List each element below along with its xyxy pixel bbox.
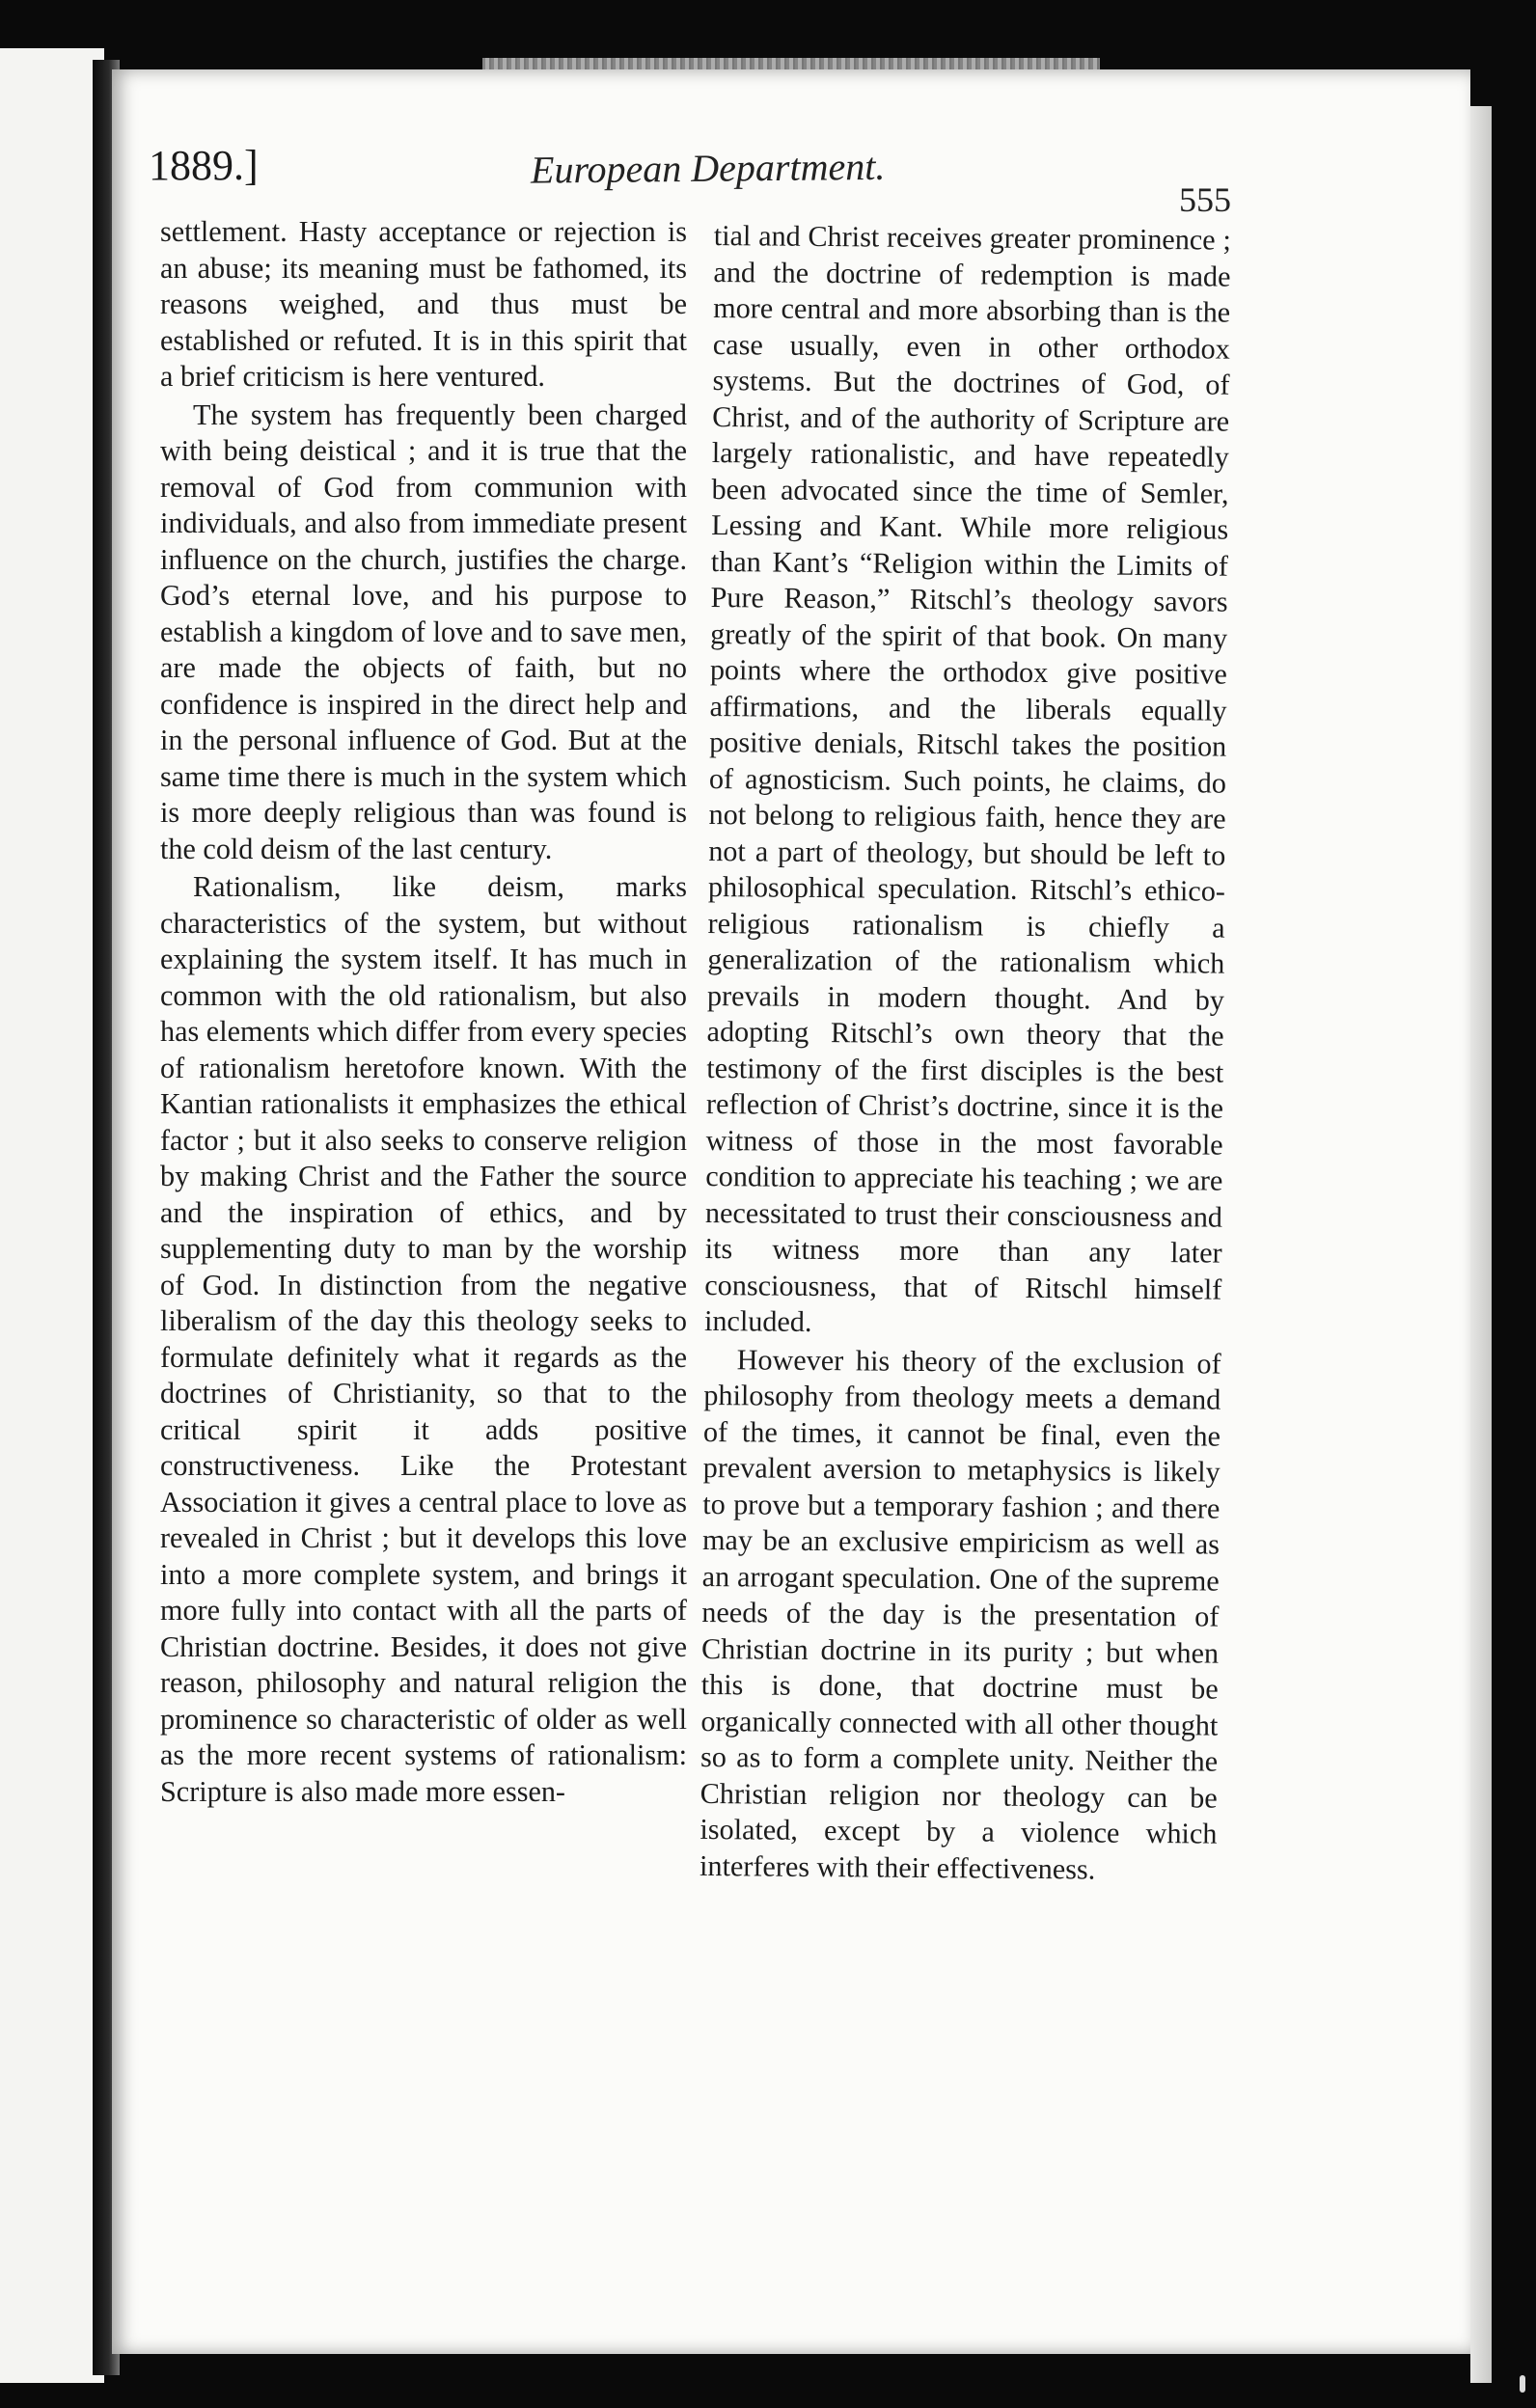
text-column-left xyxy=(160,214,687,1810)
running-head-year: 1889.] xyxy=(149,142,259,189)
scan-artifact xyxy=(1520,2375,1525,2393)
paragraph: settlement. Hasty acceptance or rejection is an abuse; its meaning must be fathomed, its reasons weighed, and thus must be established or refuted. It is in this spirit that a brief criticism is here ventured. xyxy=(160,215,687,393)
paragraph: However his theory of the exclusion of philosophy from theology meets a demand of the times, it cannot be final, even the prevalent aversion to metaphysics is likely to prove but a temporary fashion ; and there may be an exclusive empiricism as well as an arrogant speculation. One of the supreme needs of the day is the presentation of Christian doctrine in its purity ; but when this is done, that doctrine must be organically connected with all other thought so as to form a complete unity. Neither the Christian religion nor theology can be isolated, except by a violence which interferes with their effectiveness. xyxy=(699,1342,1221,1886)
page-number: 555 xyxy=(1179,180,1231,219)
facing-page-edge xyxy=(0,48,104,2383)
page-right-edge xyxy=(1470,106,1492,2383)
text-column-right xyxy=(699,218,1231,1889)
paragraph: Rationalism, like deism, marks characteristics of the system, but without explaining the system itself. It has much in common with the old rationalism, but also has elements which differ from every species of rationalism heretofore known. With the Kantian rationalists it emphasizes the ethical factor ; but it also seeks to conserve religion by making Christ and the Father the source and the inspiration of ethics, and by supplementing duty to man by the worship of God. In distinction from the negative liberalism of the day this theology seeks to formulate definitely what it regards as the doctrines of Christianity, so that to the critical spirit it adds positive constructiveness. Like the Protestant Association it gives a central place to love as revealed in Christ ; but it develops this love into a more complete system, and brings it more fully into contact with all the parts of Christian doctrine. Besides, it does not give reason, philosophy and natural religion the prominence so characteristic of older as well as the more recent systems of rationalism: Scripture is also made more essen- xyxy=(160,870,687,1808)
running-head-title: European Department. xyxy=(530,144,886,192)
paragraph: The system has frequently been charged with being deistical ; and it is true that the removal of God from communion with individuals, and also from immediate present influence on the church, justifies the charge. God’s eternal love, and his purpose to establish a kingdom of love and to save men, are made the objects of faith, but no confidence is inspired in the direct help and in the personal influence of God. But at the same time there is much in the system which is more deeply religious than was found is the cold deism of the last century. xyxy=(160,397,687,865)
paragraph: tial and Christ receives greater prominence ; and the doctrine of redemption is made more central and more absorbing than is the case usually, even in other orthodox systems. But the doctrines of God, of Christ, and of the authority of Scripture are largely rationalistic, and have repeatedly been advocated since the time of Semler, Lessing and Kant. While more religious than Kant’s “Religion within the Limits of Pure Reason,” Ritschl’s theology savors greatly of the spirit of that book. On many points where the orthodox give positive affirmations, and the liberals equally positive denials, Ritschl takes the position of agnosticism. Such points, he claims, do not belong to religious faith, hence they are not a part of theology, but should be left to philosophical speculation. Ritschl’s ethico-religious rationalism is chiefly a generalization of the rationalism which prevails in modern thought. And by adopting Ritschl’s own theory that the testimony of the first disciples is the best reflection of Christ’s doctrine, since it is the witness of those in the most favorable condition to appreciate his teaching ; we are necessitated to trust their consciousness and its witness more than any later consciousness, that of Ritschl himself included. xyxy=(703,218,1231,1338)
